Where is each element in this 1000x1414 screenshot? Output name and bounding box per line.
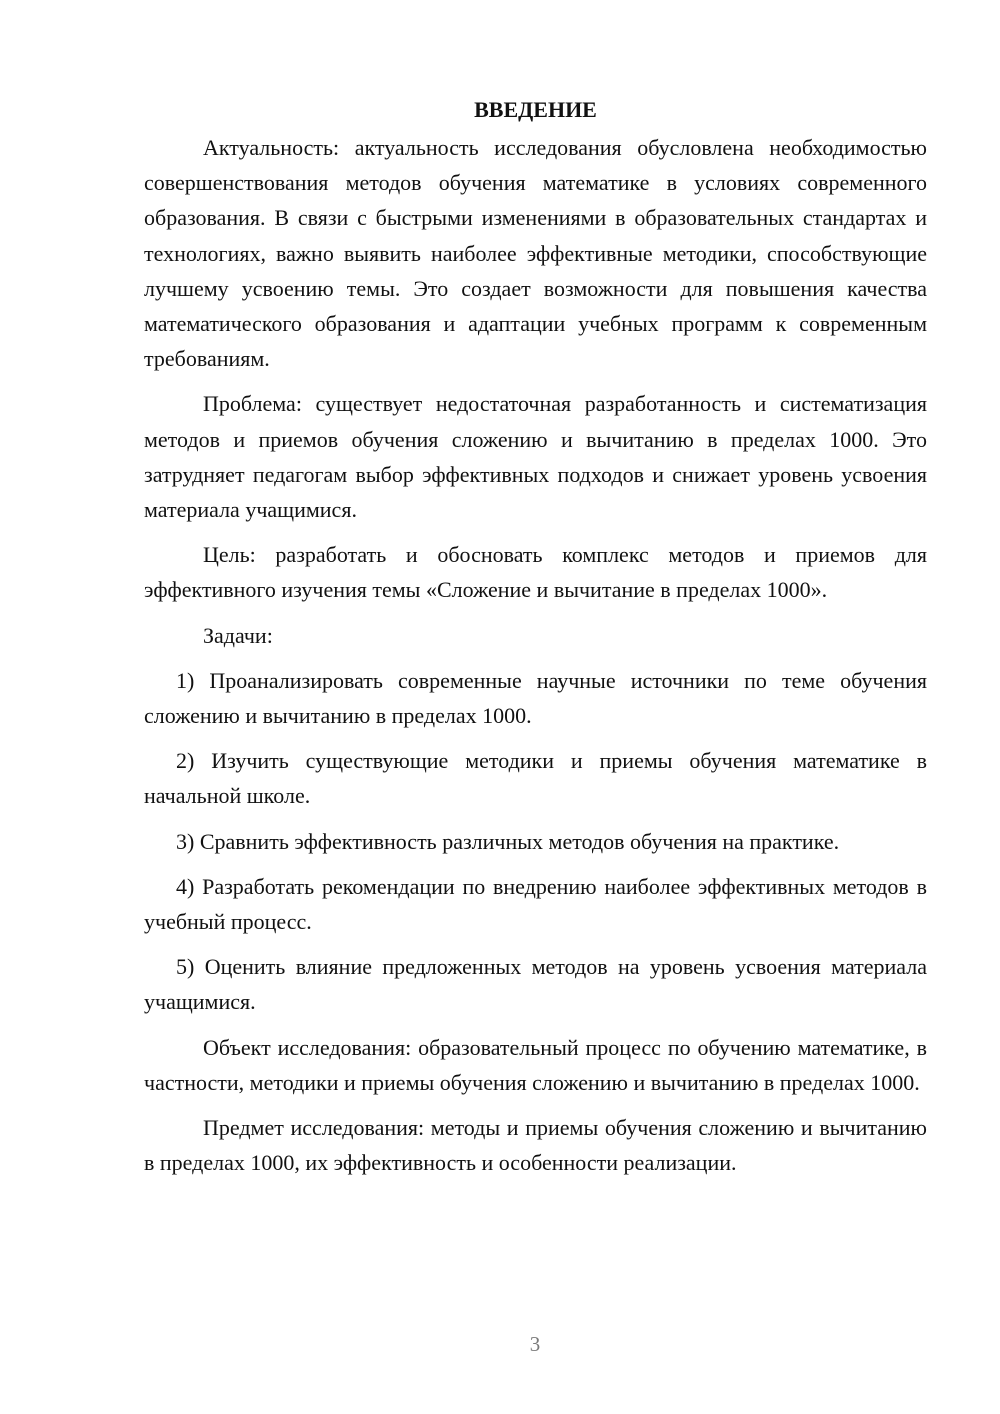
task-item: 5) Оценить влияние предложенных методов на уровень усвоения материала учащимися. — [144, 954, 927, 1015]
section-heading: ВВЕДЕНИЕ — [474, 97, 597, 122]
relevance-paragraph: Актуальность: актуальность исследования обусловлена необходимостью совершенствования методов обучения математике в условиях современного образования. В связи с быстрыми изменениями в образовательных стандартах и технологиях, важно выявить наиболее эффективные методики, способствующие лучшему усвоению темы. Это создает возможности для повышения качества математического образования и адаптации учебных программ к современным требованиям. — [144, 135, 927, 372]
goal-paragraph: Цель: разработать и обосновать комплекс методов и приемов для эффективного изучения темы «Сложение и вычитание в пределах 1000». — [144, 542, 927, 603]
subject-paragraph: Предмет исследования: методы и приемы обучения сложению и вычитанию в пределах 1000, их эффективность и особенности реализации. — [144, 1115, 927, 1176]
page-content — [144, 92, 927, 1190]
task-item: 4) Разработать рекомендации по внедрению наиболее эффективных методов в учебный процесс. — [144, 873, 927, 935]
object-paragraph: Объект исследования: образовательный процесс по обучению математике, в частности, методики и приемы обучения сложению и вычитанию в пределах 1000. — [144, 1034, 927, 1095]
task-item: 1) Проанализировать современные научные источники по теме обучения сложению и вычитанию в пределах 1000. — [144, 667, 927, 729]
tasks-label: Задачи: — [203, 622, 273, 648]
page-number: 3 — [529, 1332, 541, 1356]
tasks-list — [144, 663, 927, 1020]
task-item: 2) Изучить существующие методики и приемы обучения математике в начальной школе. — [144, 748, 927, 809]
task-item: 3) Сравнить эффективность различных методов обучения на практике. — [176, 828, 840, 854]
problem-paragraph: Проблема: существует недостаточная разработанность и систематизация методов и приемов обучения сложению и вычитанию в пределах 1000. Это затрудняет педагогам выбор эффективных подходов и снижает уровень усвоения материала учащимися. — [144, 391, 927, 523]
